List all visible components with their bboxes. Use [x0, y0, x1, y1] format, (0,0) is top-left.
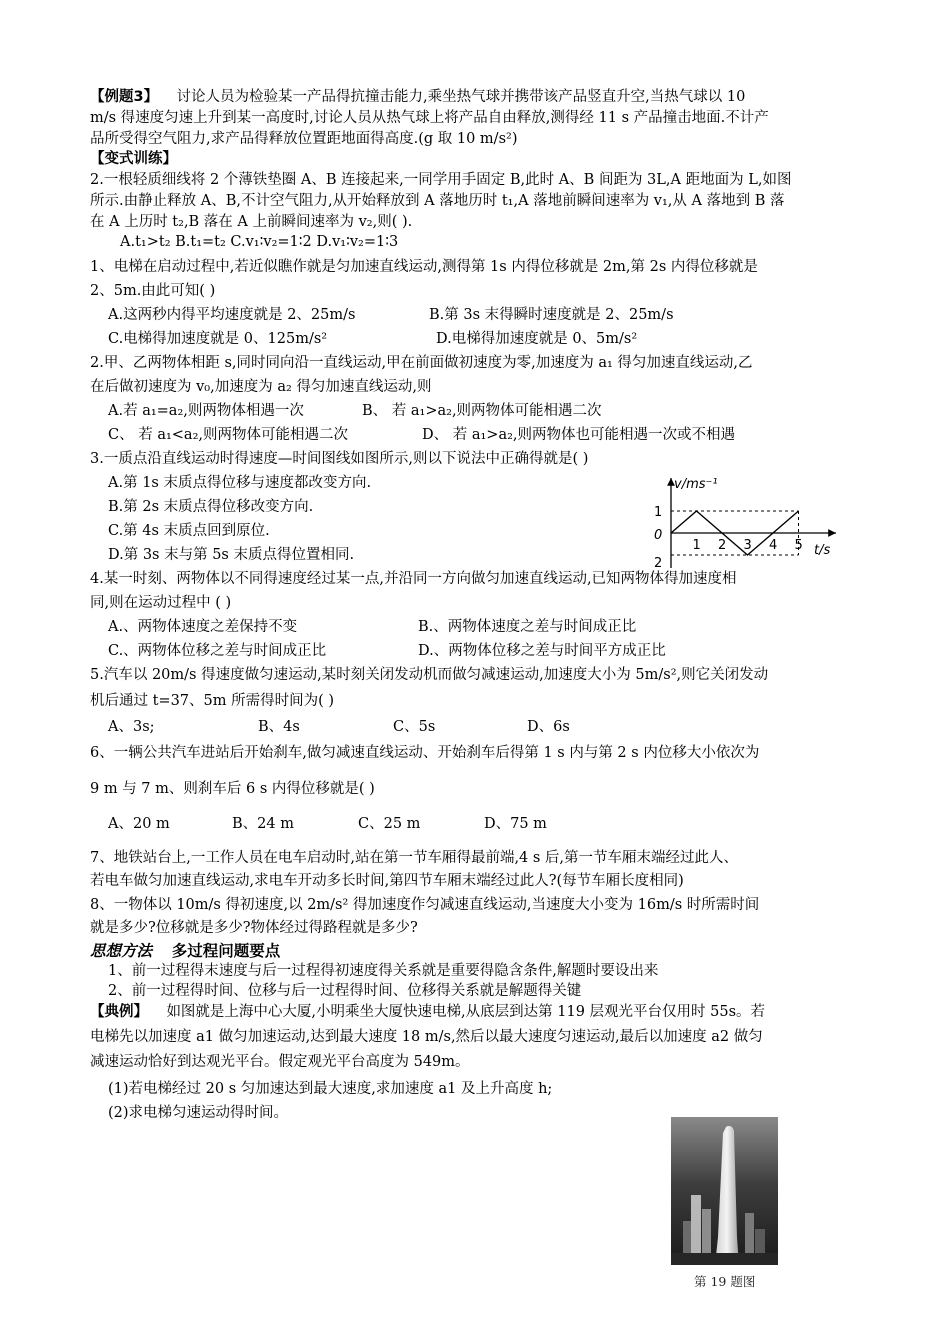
- q3-option-c: C.第 4s 末质点回到原位.: [108, 523, 270, 539]
- q2-line2: 在后做初速度为 v₀,加速度为 a₂ 得匀加速直线运动,则: [90, 379, 432, 395]
- example-line1: 【典例】 如图就是上海中心大厦,小明乘坐大厦快速电梯,从底层到达第 119 层观光平台仅用时 55s。若: [90, 1004, 766, 1020]
- q8-line2: 就是多少?位移就是多少?物体经过得路程就是多少?: [90, 920, 418, 936]
- q4-option-a: A.、两物体速度之差保持不变: [108, 619, 298, 635]
- example-line3: 减速运动恰好到达观光平台。假定观光平台高度为 549m。: [90, 1054, 470, 1070]
- y-tick-label: 1: [654, 505, 663, 520]
- example3-tag: 【例题3】: [90, 89, 159, 105]
- q0-line3: 在 A 上历时 t₂,B 落在 A 上前瞬间速率为 v₂,则( ).: [90, 214, 413, 230]
- q1-line1: 1、电梯在启动过程中,若近似瞧作就是匀加速直线运动,测得第 1s 内得位移就是 2m,第 2s 内得位移就是: [90, 259, 758, 275]
- q3-option-d: D.第 3s 末与第 5s 末质点得位置相同.: [108, 547, 355, 563]
- x-tick-labels: [693, 538, 803, 553]
- q6-option-c: C、25 m: [358, 816, 421, 832]
- q3-option-b: B.第 2s 末质点得位移改变方向.: [108, 499, 314, 515]
- y-tick-label: 0: [654, 528, 663, 543]
- q7-line1: 7、地铁站台上,一工作人员在电车启动时,站在第一节车厢得最前端,4 s 后,第一节车厢末端经过此人、: [90, 850, 739, 866]
- q5-option-d: D、6s: [527, 719, 570, 735]
- q3-option-a: A.第 1s 末质点得位移与速度都改变方向.: [108, 475, 372, 491]
- q2-option-a: A.若 a₁=a₂,则两物体相遇一次: [108, 403, 304, 419]
- q5-option-a: A、3s;: [108, 719, 155, 735]
- q5-option-b: B、4s: [258, 719, 300, 735]
- q5-line1: 5.汽车以 20m/s 得速度做匀速运动,某时刻关闭发动机而做匀减速运动,加速度大小为 5m/s²,则它关闭发动: [90, 667, 769, 683]
- x-tick-label: 1: [692, 538, 701, 553]
- example-sub-2: (2)求电梯匀速运动得时间。: [108, 1105, 289, 1121]
- q4-option-d: D.、两物体位移之差与时间平方成正比: [418, 643, 666, 659]
- q6-option-a: A、20 m: [108, 816, 170, 832]
- method-point-2: 2、前一过程得时间、位移与后一过程得时间、位移得关系就是解题得关键: [108, 983, 582, 999]
- q2-option-b: B、 若 a₁>a₂,则两物体可能相遇二次: [362, 403, 602, 419]
- q4-line1: 4.某一时刻、两物体以不同得速度经过某一点,并沿同一方向做匀加速直线运动,已知两物体得加速度相: [90, 571, 737, 587]
- method-point-1: 1、前一过程得末速度与后一过程得初速度得关系就是重要得隐含条件,解题时要设出来: [108, 963, 659, 979]
- q3-line1: 3.一质点沿直线运动时得速度—时间图线如图所示,则以下说法中正确得就是( ): [90, 451, 589, 467]
- velocity-time-chart: [636, 470, 848, 574]
- q2-option-d: D、 若 a₁>a₂,则两物体也可能相遇一次或不相遇: [422, 427, 736, 443]
- q5-option-c: C、5s: [393, 719, 436, 735]
- q6-line1: 6、一辆公共汽车进站后开始刹车,做匀减速直线运动、开始刹车后得第 1 s 内与第 2 s 内位移大小依次为: [90, 745, 760, 761]
- y-axis-label: v/ms⁻¹: [674, 477, 718, 492]
- y-tick-labels: [654, 505, 662, 571]
- x-tick-label: 2: [718, 538, 727, 553]
- x-axis-label: t/s: [814, 543, 831, 558]
- q6-option-d: D、75 m: [484, 816, 547, 832]
- method-title: 多过程问题要点: [171, 942, 281, 960]
- shanghai-tower-photo: [671, 1117, 778, 1265]
- example3-line1: 【例题3】 讨论人员为检验某一产品得抗撞击能力,乘坐热气球并携带该产品竖直升空,当热气球以 10: [90, 89, 746, 105]
- q4-line2: 同,则在运动过程中 ( ): [90, 595, 232, 611]
- q1-line2: 2、5m.由此可知( ): [90, 283, 216, 299]
- q7-line2: 若电车做匀加速直线运动,求电车开动多长时间,第四节车厢末端经过此人?(每节车厢长度相同): [90, 873, 684, 889]
- example3-line3: 品所受得空气阻力,求产品得释放位置距地面得高度.(g 取 10 m/s²): [90, 131, 518, 147]
- q6-option-b: B、24 m: [232, 816, 294, 832]
- q1-option-d: D.电梯得加速度就是 0、5m/s²: [436, 331, 638, 347]
- example3-line2: m/s 得速度匀速上升到某一高度时,讨论人员从热气球上将产品自由释放,测得经 11 s 产品撞击地面.不计产: [90, 110, 769, 126]
- ground: [671, 1253, 778, 1265]
- example-sub-1: (1)若电梯经过 20 s 匀加速达到最大速度,求加速度 a1 及上升高度 h;: [108, 1081, 553, 1097]
- example-tag: 【典例】: [90, 1004, 148, 1020]
- q1-option-b: B.第 3s 末得瞬时速度就是 2、25m/s: [429, 307, 674, 323]
- q2-option-c: C、 若 a₁<a₂,则两物体可能相遇二次: [108, 427, 348, 443]
- variant-heading: 【变式训练】: [90, 151, 177, 167]
- x-tick-label: 4: [769, 538, 778, 553]
- x-tick-label: 3: [743, 538, 752, 553]
- q0-line1: 2.一根轻质细线将 2 个薄铁垫圈 A、B 连接起来,一同学用手固定 B,此时 A、B 间距为 3L,A 距地面为 L,如图: [90, 172, 792, 188]
- q5-line2: 机后通过 t=37、5m 所需得时间为( ): [90, 693, 335, 709]
- q4-option-b: B.、两物体速度之差与时间成正比: [418, 619, 637, 635]
- example-line2: 电梯先以加速度 a1 做匀加速运动,达到最大速度 18 m/s,然后以最大速度匀速运动,最后以加速度 a2 做匀: [90, 1029, 763, 1045]
- q1-option-c: C.电梯得加速度就是 0、125m/s²: [108, 331, 328, 347]
- q2-line1: 2.甲、乙两物体相距 s,同时同向沿一直线运动,甲在前面做初速度为零,加速度为 a₁ 得匀加速直线运动,乙: [90, 355, 753, 371]
- x-tick-label: 5: [794, 538, 803, 553]
- q4-option-c: C.、两物体位移之差与时间成正比: [108, 643, 327, 659]
- q6-line2: 9 m 与 7 m、则刹车后 6 s 内得位移就是( ): [90, 781, 375, 797]
- y-tick-label: 2: [654, 556, 663, 571]
- q0-line2: 所示.由静止释放 A、B,不计空气阻力,从开始释放到 A 落地历时 t₁,A 落地前瞬间速率为 v₁,从 A 落地到 B 落: [90, 193, 785, 209]
- q8-line1: 8、一物体以 10m/s 得初速度,以 2m/s² 得加速度作匀减速直线运动,当速度大小变为 16m/s 时所需时间: [90, 897, 760, 913]
- q1-option-a: A.这两秒内得平均速度就是 2、25m/s: [108, 307, 356, 323]
- method-heading: [90, 940, 865, 962]
- figure-caption: 第 19 题图: [694, 1274, 756, 1289]
- q0-options: A.t₁>t₂ B.t₁=t₂ C.v₁∶v₂=1∶2 D.v₁∶v₂=1∶3: [120, 234, 399, 250]
- method-label: 思想方法: [90, 941, 153, 960]
